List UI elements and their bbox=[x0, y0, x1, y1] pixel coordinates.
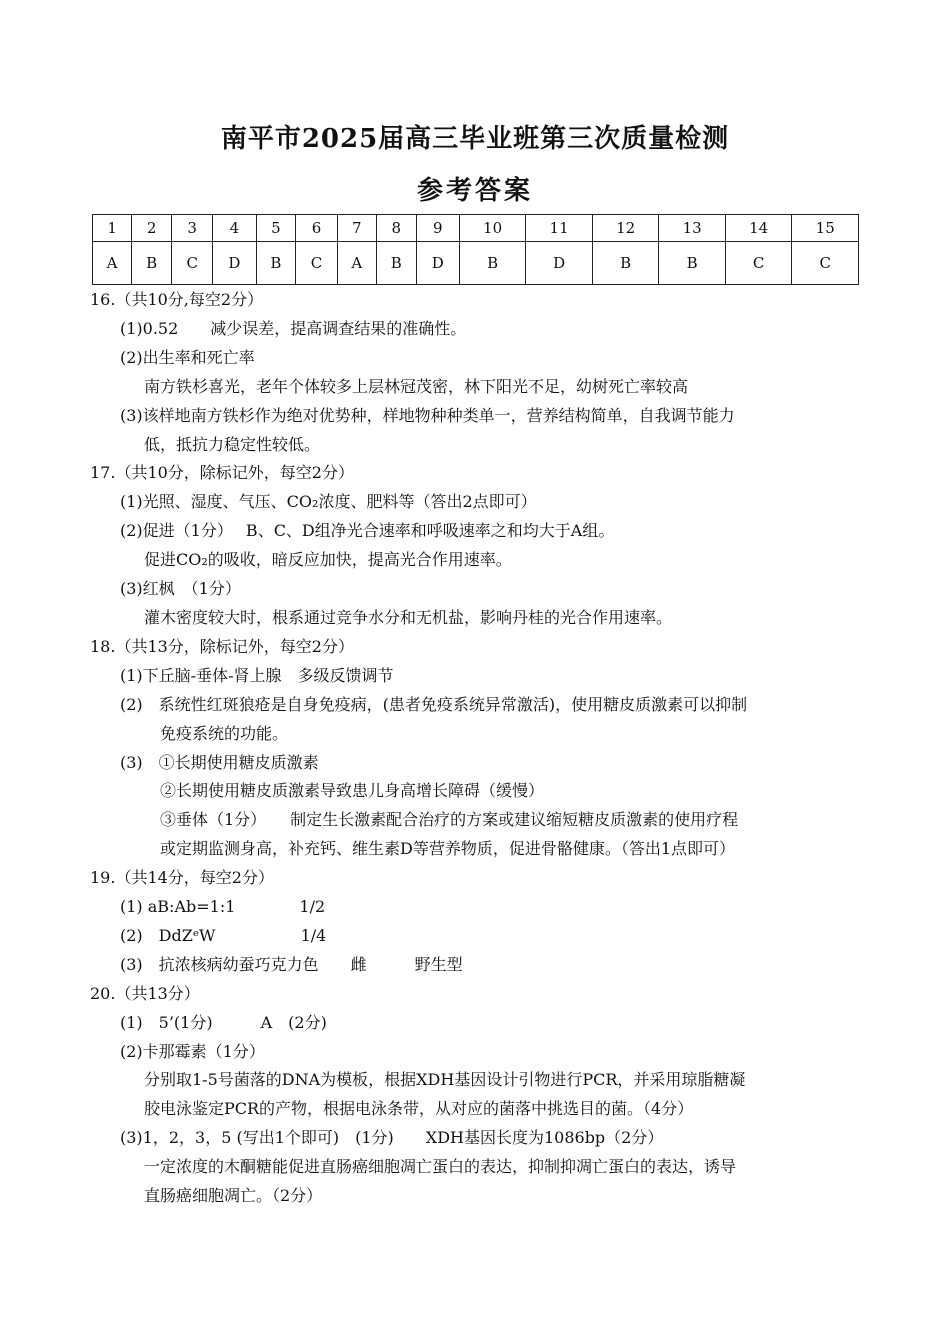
q19-heading: 19.（共14分，每空2分） bbox=[90, 868, 274, 888]
page-title: 南平市2025届高三毕业班第三次质量检测 bbox=[220, 124, 730, 154]
q16-answer-3: (3)该样地南方铁杉作为绝对优势种，样地物种种类单一，营养结构简单，自我调节能力 bbox=[120, 405, 735, 425]
answer-table-number-row bbox=[93, 215, 859, 242]
q18-answer-3-item-3-continued: 或定期监测身高，补充钙、维生素D等营养物质，促进骨骼健康。（答出1点即可） bbox=[160, 839, 736, 859]
answer-cell: C bbox=[725, 242, 792, 285]
answer-cell: B bbox=[256, 242, 296, 285]
q20-answer-2-explanation-continued: 胶电泳鉴定PCR的产物，根据电泳条带，从对应的菌落中挑选目的菌。（4分） bbox=[144, 1099, 694, 1119]
q17-answer-2: (2)促进（1分） B、C、D组净光合速率和呼吸速率之和均大于A组。 bbox=[120, 521, 615, 541]
answer-cell: D bbox=[526, 242, 593, 285]
page-subtitle: 参考答案 bbox=[416, 176, 533, 206]
question-number-cell: 1 bbox=[93, 215, 132, 242]
question-number-cell: 8 bbox=[376, 215, 416, 242]
question-number-cell: 12 bbox=[592, 215, 659, 242]
answer-cell: B bbox=[132, 242, 172, 285]
q18-answer-2-continued: 免疫系统的功能。 bbox=[160, 723, 289, 743]
question-number-cell: 3 bbox=[172, 215, 213, 242]
q18-answer-3-item-3: ③垂体（1分） 制定生长激素配合治疗的方案或建议缩短糖皮质激素的使用疗程 bbox=[160, 810, 739, 830]
answer-cell: B bbox=[659, 242, 726, 285]
answer-cell: A bbox=[93, 242, 132, 285]
answer-cell: B bbox=[459, 242, 526, 285]
q20-answer-1: (1) 5’(1分) A (2分) bbox=[120, 1012, 327, 1032]
question-number-cell: 7 bbox=[337, 215, 376, 242]
q17-answer-3: (3)红枫 （1分） bbox=[120, 579, 241, 599]
answer-cell: D bbox=[416, 242, 459, 285]
question-number-cell: 10 bbox=[459, 215, 526, 242]
q19-answer-2: (2) DdZᵉW 1/4 bbox=[120, 925, 327, 945]
q17-answer-2-explanation: 促进CO₂的吸收，暗反应加快，提高光合作用速率。 bbox=[144, 550, 512, 570]
answer-cell: C bbox=[296, 242, 337, 285]
q17-heading: 17.（共10分，除标记外，每空2分） bbox=[90, 463, 354, 483]
answer-cell: D bbox=[213, 242, 256, 285]
q16-heading: 16.（共10分,每空2分） bbox=[90, 290, 264, 309]
answer-cell: C bbox=[172, 242, 213, 285]
q16-answer-3-continued: 低，抵抗力稳定性较低。 bbox=[144, 434, 321, 454]
question-number-cell: 9 bbox=[416, 215, 459, 242]
q18-answer-3-item-1: (3) ①长期使用糖皮质激素 bbox=[120, 752, 319, 772]
q20-answer-2: (2)卡那霉素（1分） bbox=[120, 1041, 265, 1061]
q20-answer-2-explanation: 分别取1-5号菌落的DNA为模板，根据XDH基因设计引物进行PCR，并采用琼脂糖凝 bbox=[144, 1070, 746, 1090]
question-number-cell: 13 bbox=[659, 215, 726, 242]
answer-table-answer-row bbox=[93, 242, 859, 285]
question-number-cell: 5 bbox=[256, 215, 296, 242]
answer-content bbox=[90, 286, 870, 1211]
q16-answer-2-explanation: 南方铁杉喜光，老年个体较多上层林冠茂密，林下阳光不足，幼树死亡率较高 bbox=[144, 376, 689, 396]
q19-answer-3: (3) 抗浓核病幼蚕巧克力色 雌 野生型 bbox=[120, 954, 463, 974]
q18-answer-3-item-2: ②长期使用糖皮质激素导致患儿身高增长障碍（缓慢） bbox=[160, 781, 545, 801]
q20-answer-3: (3)1，2，3，5 (写出1个即可) (1分) XDH基因长度为1086bp（2分） bbox=[120, 1128, 664, 1148]
q18-answer-1: (1)下丘脑-垂体-肾上腺 多级反馈调节 bbox=[120, 665, 394, 685]
q16-answer-2: (2)出生率和死亡率 bbox=[120, 347, 255, 367]
q18-answer-2: (2) 系统性红斑狼疮是自身免疫病，(患者免疫系统异常激活)，使用糖皮质激素可以抑制 bbox=[120, 694, 748, 714]
q20-answer-3-explanation: 一定浓度的木酮糖能促进直肠癌细胞凋亡蛋白的表达，抑制抑凋亡蛋白的表达，诱导 bbox=[144, 1157, 737, 1177]
q18-heading: 18.（共13分，除标记外，每空2分） bbox=[90, 636, 354, 656]
question-number-cell: 6 bbox=[296, 215, 337, 242]
question-number-cell: 11 bbox=[526, 215, 593, 242]
q20-answer-3-explanation-continued: 直肠癌细胞凋亡。（2分） bbox=[144, 1186, 323, 1206]
question-number-cell: 15 bbox=[792, 215, 859, 242]
q17-answer-3-explanation: 灌木密度较大时，根系通过竞争水分和无机盐，影响丹桂的光合作用速率。 bbox=[144, 607, 673, 627]
q16-answer-1: (1)0.52 减少误差，提高调查结果的准确性。 bbox=[120, 318, 467, 338]
question-number-cell: 4 bbox=[213, 215, 256, 242]
answer-cell: B bbox=[592, 242, 659, 285]
answer-cell: C bbox=[792, 242, 859, 285]
answer-cell: B bbox=[376, 242, 416, 285]
q17-answer-1: (1)光照、湿度、气压、CO₂浓度、肥料等（答出2点即可） bbox=[120, 492, 537, 512]
answer-cell: A bbox=[337, 242, 376, 285]
question-number-cell: 2 bbox=[132, 215, 172, 242]
q19-answer-1: (1) aB:Ab=1:1 1/2 bbox=[120, 897, 326, 917]
question-number-cell: 14 bbox=[725, 215, 792, 242]
answer-table bbox=[92, 214, 859, 285]
q20-heading: 20.（共13分） bbox=[90, 983, 200, 1003]
